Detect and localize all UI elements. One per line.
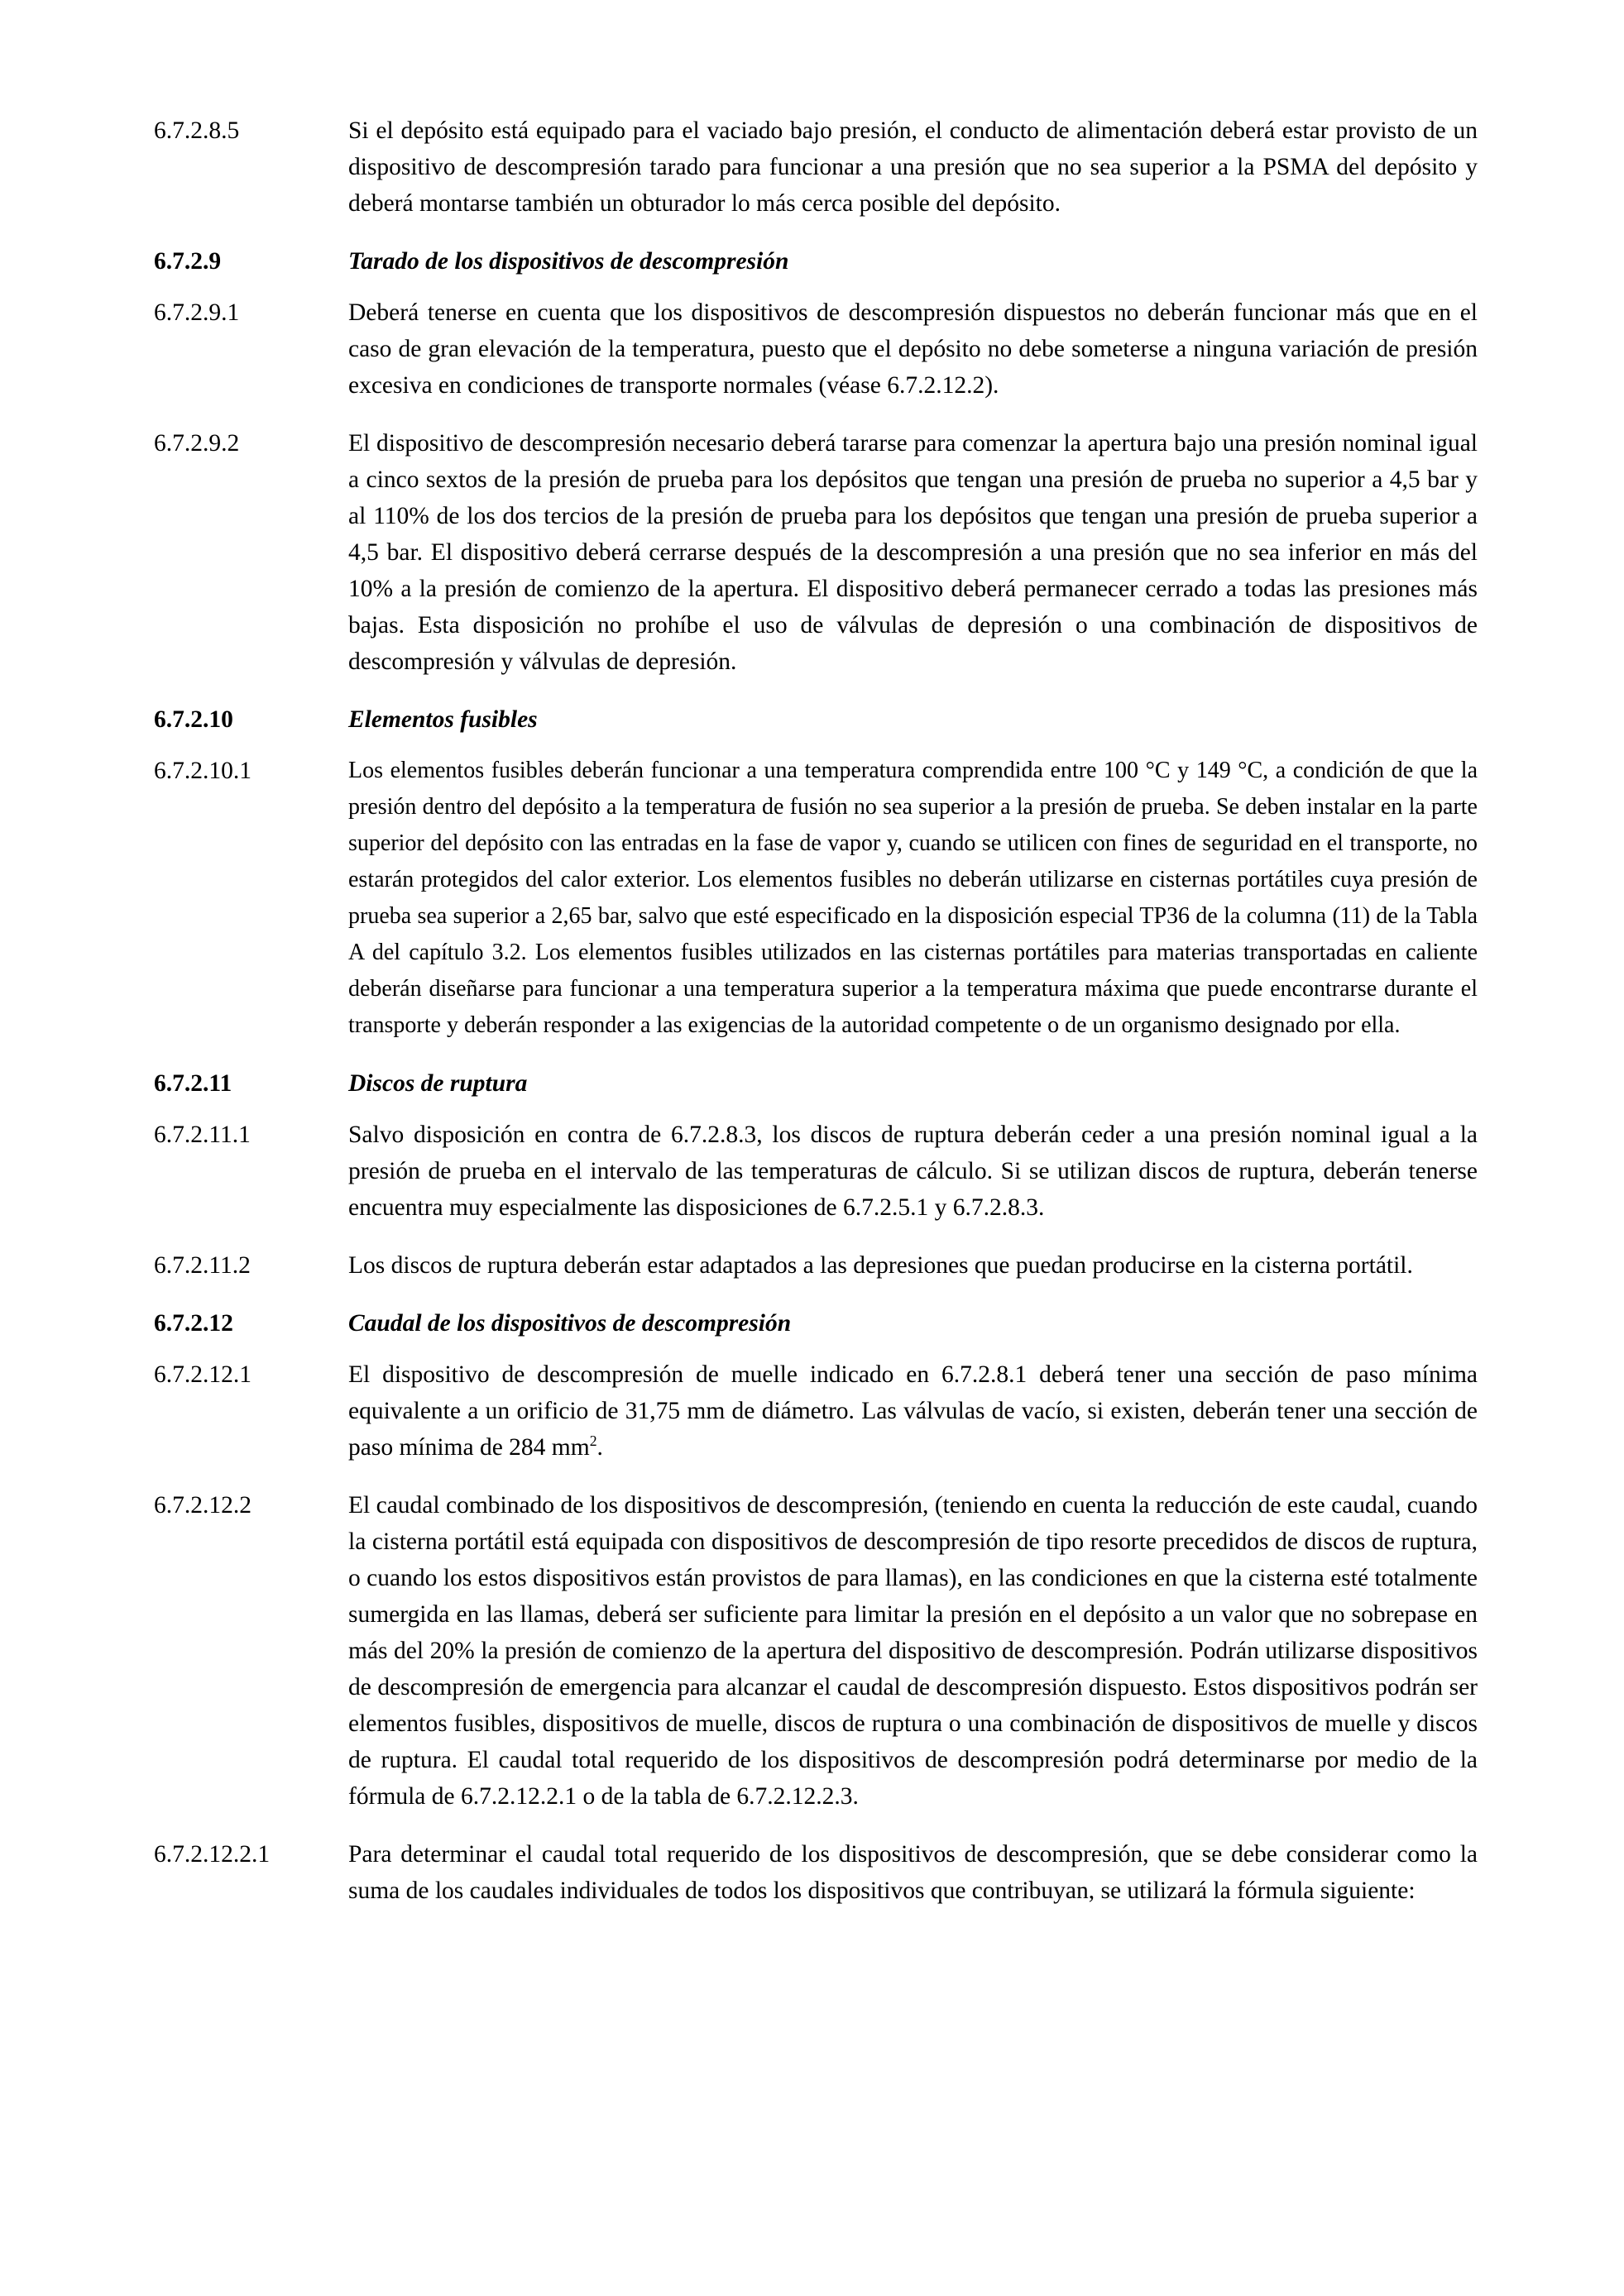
paragraph-6-7-2-12-2-1 <box>154 1836 1478 1909</box>
section-title: Elementos fusibles <box>348 706 538 733</box>
paragraph-6-7-2-11-1 <box>154 1117 1478 1226</box>
paragraph-text: Deberá tenerse en cuenta que los dispositivos de descompresión dispuestos no deberán funcionar más que en el caso de gran elevación de la temperatura, puesto que el depósito no debe someterse a ninguna variación de presión excesiva en condiciones de transporte normales (véase 6.7.2.12.2). <box>348 299 1478 399</box>
paragraph-number: 6.7.2.11.2 <box>154 1252 251 1279</box>
superscript-exponent: 2 <box>589 1433 597 1450</box>
paragraph-text: Para determinar el caudal total requerido de los dispositivos de descompresión, que se debe considerar como la suma de los caudales individuales de todos los dispositivos que contribuyan, se utilizará la fórmula siguiente: <box>348 1841 1478 1904</box>
paragraph-text: Los discos de ruptura deberán estar adaptados a las depresiones que puedan producirse en la cisterna portátil. <box>348 1252 1413 1279</box>
section-heading-6-7-2-11 <box>154 1065 1478 1102</box>
paragraph-6-7-2-8-5 <box>154 112 1478 222</box>
paragraph-6-7-2-10-1 <box>154 753 1478 1044</box>
paragraph-number: 6.7.2.10.1 <box>154 758 252 784</box>
section-title: Discos de ruptura <box>348 1070 528 1097</box>
section-number: 6.7.2.9 <box>154 248 222 275</box>
paragraph-number: 6.7.2.12.1 <box>154 1361 252 1388</box>
paragraph-6-7-2-12-1 <box>154 1356 1478 1466</box>
document-page <box>154 112 1478 1930</box>
paragraph-6-7-2-9-2 <box>154 425 1478 680</box>
paragraph-number: 6.7.2.11.1 <box>154 1122 251 1148</box>
paragraph-6-7-2-9-1 <box>154 294 1478 404</box>
paragraph-number: 6.7.2.12.2 <box>154 1492 252 1519</box>
section-title: Caudal de los dispositivos de descompresión <box>348 1310 792 1337</box>
paragraph-text: El dispositivo de descompresión de muelle indicado en 6.7.2.8.1 deberá tener una sección de paso mínima equivalente a un orificio de 31,75 mm de diámetro. Las válvulas de vacío, si existen, deberán tener una sección de paso mínima de 284 mm <box>348 1361 1478 1461</box>
paragraph-number: 6.7.2.9.1 <box>154 299 240 326</box>
paragraph-text: Salvo disposición en contra de 6.7.2.8.3, los discos de ruptura deberán ceder a una presión nominal igual a la presión de prueba en el intervalo de las temperaturas de cálculo. Si se utilizan discos de ruptura, deberán tenerse encuentra muy especialmente las disposiciones de 6.7.2.5.1 y 6.7.2.8.3. <box>348 1122 1478 1221</box>
paragraph-6-7-2-12-2 <box>154 1487 1478 1815</box>
paragraph-number: 6.7.2.8.5 <box>154 117 240 144</box>
paragraph-number: 6.7.2.12.2.1 <box>154 1841 271 1868</box>
section-heading-6-7-2-10 <box>154 701 1478 738</box>
section-heading-6-7-2-12 <box>154 1305 1478 1342</box>
paragraph-text: Si el depósito está equipado para el vaciado bajo presión, el conducto de alimentación deberá estar provisto de un dispositivo de descompresión tarado para funcionar a una presión que no sea superior a la PSMA del depósito y deberá montarse también un obturador lo más cerca posible del depósito. <box>348 117 1478 217</box>
section-number: 6.7.2.11 <box>154 1070 232 1097</box>
paragraph-text-tail: . <box>596 1434 603 1461</box>
paragraph-text: Los elementos fusibles deberán funcionar a una temperatura comprendida entre 100 °C y 149 °C, a condición de que la presión dentro del depósito a la temperatura de fusión no sea superior a la presión de prueba. Se deben instalar en la parte superior del depósito con las entradas en la fase de vapor y, cuando se utilicen con fines de seguridad en el transporte, no estarán protegidos del calor exterior. Los elementos fusibles no deberán utilizarse en cisternas portátiles cuya presión de prueba sea superior a 2,65 bar, salvo que esté especificado en la disposición especial TP36 de la columna (11) de la Tabla A del capítulo 3.2. Los elementos fusibles utilizados en las cisternas portátiles para materias transportadas en caliente deberán diseñarse para funcionar a una temperatura superior a la temperatura máxima que puede encontrarse durante el transporte y deberán responder a las exigencias de la autoridad competente o de un organismo designado por ella. <box>348 758 1478 1038</box>
section-heading-6-7-2-9 <box>154 243 1478 280</box>
section-title: Tarado de los dispositivos de descompresión <box>348 248 789 275</box>
paragraph-text-wrapper <box>348 1356 1478 1466</box>
section-number: 6.7.2.10 <box>154 706 233 733</box>
paragraph-text: El caudal combinado de los dispositivos de descompresión, (teniendo en cuenta la reducción de este caudal, cuando la cisterna portátil está equipada con dispositivos de descompresión de tipo resorte precedidos de discos de ruptura, o cuando los estos dispositivos están provistos de para llamas), en las condiciones en que la cisterna esté totalmente sumergida en las llamas, deberá ser suficiente para limitar la presión en el depósito a un valor que no sobrepase en más del 20% la presión de comienzo de la apertura del dispositivo de descompresión. Podrán utilizarse dispositivos de descompresión de emergencia para alcanzar el caudal de descompresión dispuesto. Estos dispositivos podrán ser elementos fusibles, dispositivos de muelle, discos de ruptura o una combinación de dispositivos de muelle y discos de ruptura. El caudal total requerido de los dispositivos de descompresión podrá determinarse por medio de la fórmula de 6.7.2.12.2.1 o de la tabla de 6.7.2.12.2.3. <box>348 1492 1478 1810</box>
paragraph-number: 6.7.2.9.2 <box>154 430 240 457</box>
paragraph-6-7-2-11-2 <box>154 1247 1478 1284</box>
paragraph-text: El dispositivo de descompresión necesario deberá tararse para comenzar la apertura bajo una presión nominal igual a cinco sextos de la presión de prueba para los depósitos que tengan una presión de prueba no superior a 4,5 bar y al 110% de los dos tercios de la presión de prueba para los depósitos que tengan una presión de prueba superior a 4,5 bar. El dispositivo deberá cerrarse después de la descompresión a una presión que no sea inferior en más del 10% a la presión de comienzo de la apertura. El dispositivo deberá permanecer cerrado a todas las presiones más bajas. Esta disposición no prohíbe el uso de válvulas de depresión o una combinación de dispositivos de descompresión y válvulas de depresión. <box>348 430 1478 675</box>
section-number: 6.7.2.12 <box>154 1310 233 1337</box>
